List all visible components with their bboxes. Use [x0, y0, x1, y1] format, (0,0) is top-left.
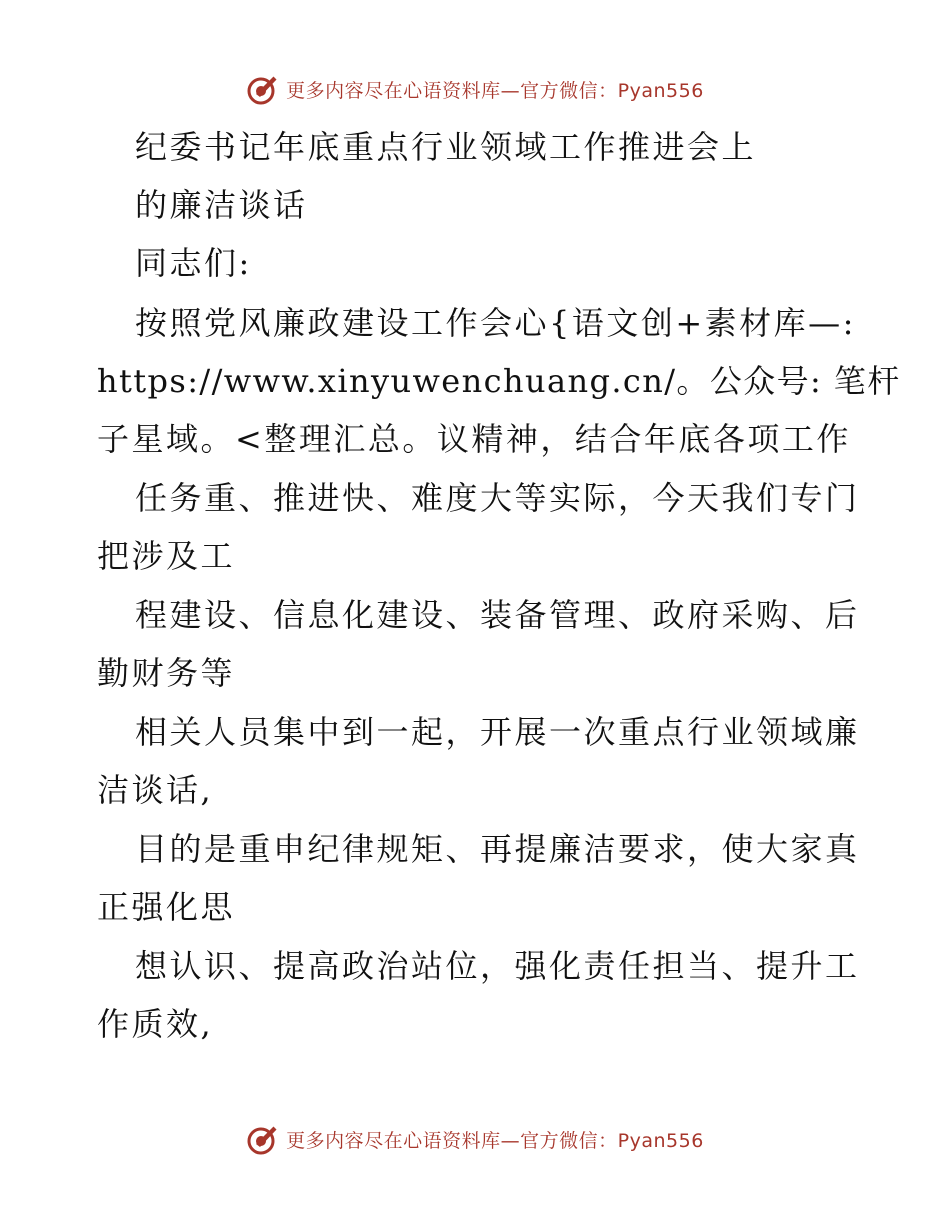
doc-paragraph-line: 勤财务等 — [97, 654, 236, 692]
doc-paragraph-line: 程建设、信息化建设、装备管理、政府采购、后 — [135, 596, 860, 634]
doc-paragraph-line: 正强化思 — [97, 888, 236, 926]
footer-watermark — [0, 1122, 950, 1156]
doc-paragraph-line: 按照党风廉政建设工作会心{语文创+素材库—: — [135, 304, 856, 342]
doc-paragraph-line: 洁谈话, — [97, 771, 214, 809]
doc-paragraph-line: 任务重、推进快、难度大等实际，今天我们专门 — [135, 479, 860, 517]
doc-paragraph-line: 子星域。<整理汇总。议精神，结合年底各项工作 — [97, 420, 851, 458]
library-logo-icon — [246, 72, 280, 106]
doc-paragraph-line: 相关人员集中到一起，开展一次重点行业领域廉 — [135, 713, 860, 751]
doc-paragraph-line: 作质效, — [97, 1005, 214, 1043]
doc-paragraph-line: 目的是重申纪律规矩、再提廉洁要求，使大家真 — [135, 830, 860, 868]
doc-salutation: 同志们: — [135, 244, 252, 282]
library-logo-icon — [246, 1122, 280, 1156]
doc-paragraph-line: https://www.xinyuwenchuang.cn/。公众号: 笔杆 — [97, 362, 901, 400]
doc-title-line-2: 的廉洁谈话 — [135, 186, 308, 224]
watermark-text: 更多内容尽在心语资料库—官方微信：Pyan556 — [286, 1129, 704, 1152]
doc-paragraph-line: 把涉及工 — [97, 537, 236, 575]
doc-title-line-1: 纪委书记年底重点行业领域工作推进会上 — [135, 128, 757, 166]
header-watermark — [0, 72, 950, 106]
doc-paragraph-line: 想认识、提高政治站位，强化责任担当、提升工 — [135, 947, 860, 985]
watermark-text: 更多内容尽在心语资料库—官方微信：Pyan556 — [286, 79, 704, 102]
